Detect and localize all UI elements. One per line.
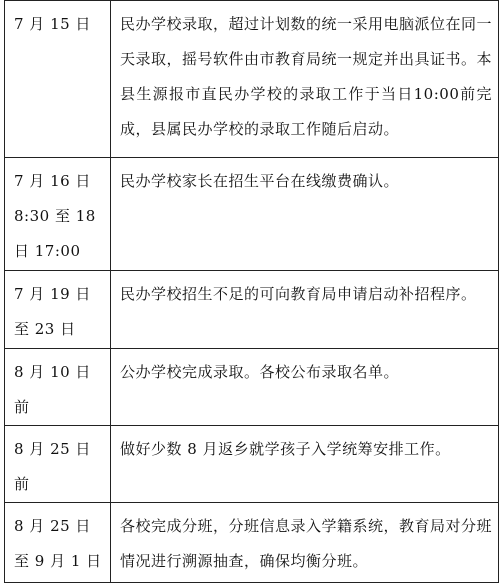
date-text: 7 月 16 日 8:30 至 18 日 17:00 xyxy=(14,172,102,260)
description-cell xyxy=(111,426,499,503)
table-row xyxy=(5,271,499,349)
description-text: 做好少数 8 月返乡就学孩子入学统筹安排工作。 xyxy=(120,440,451,458)
date-cell xyxy=(5,271,111,349)
description-text: 民办学校家长在招生平台在线缴费确认。 xyxy=(120,172,400,190)
table-row xyxy=(5,349,499,426)
table-row xyxy=(5,426,499,503)
date-cell xyxy=(5,1,111,158)
date-text: 8 月 10 日前 xyxy=(14,363,91,416)
description-text: 民办学校录取，超过计划数的统一采用电脑派位在同一天录取，摇号软件由市教育局统一规定并出具证书。本县生源报市直民办学校的录取工作于当日10:00前完成，县属民办学校的录取工作随后启动。 xyxy=(120,15,493,138)
date-text: 7 月 15 日 xyxy=(14,15,91,33)
date-cell xyxy=(5,503,111,583)
description-cell xyxy=(111,1,499,158)
description-cell xyxy=(111,349,499,426)
date-text: 8 月 25 日至 9 月 1 日 xyxy=(14,517,102,570)
date-cell xyxy=(5,426,111,503)
date-text: 7 月 19 日至 23 日 xyxy=(14,285,91,338)
date-text: 8 月 25 日前 xyxy=(14,440,91,493)
date-cell xyxy=(5,158,111,271)
date-cell xyxy=(5,349,111,426)
description-cell xyxy=(111,271,499,349)
description-text: 公办学校完成录取。各校公布录取名单。 xyxy=(120,363,400,381)
table-row xyxy=(5,503,499,583)
table-row xyxy=(5,1,499,158)
table-row xyxy=(5,158,499,271)
description-text: 各校完成分班，分班信息录入学籍系统，教育局对分班情况进行溯源抽查，确保均衡分班。 xyxy=(120,517,493,570)
schedule-table xyxy=(4,0,499,583)
description-cell xyxy=(111,503,499,583)
description-text: 民办学校招生不足的可向教育局申请启动补招程序。 xyxy=(120,285,477,303)
description-cell xyxy=(111,158,499,271)
